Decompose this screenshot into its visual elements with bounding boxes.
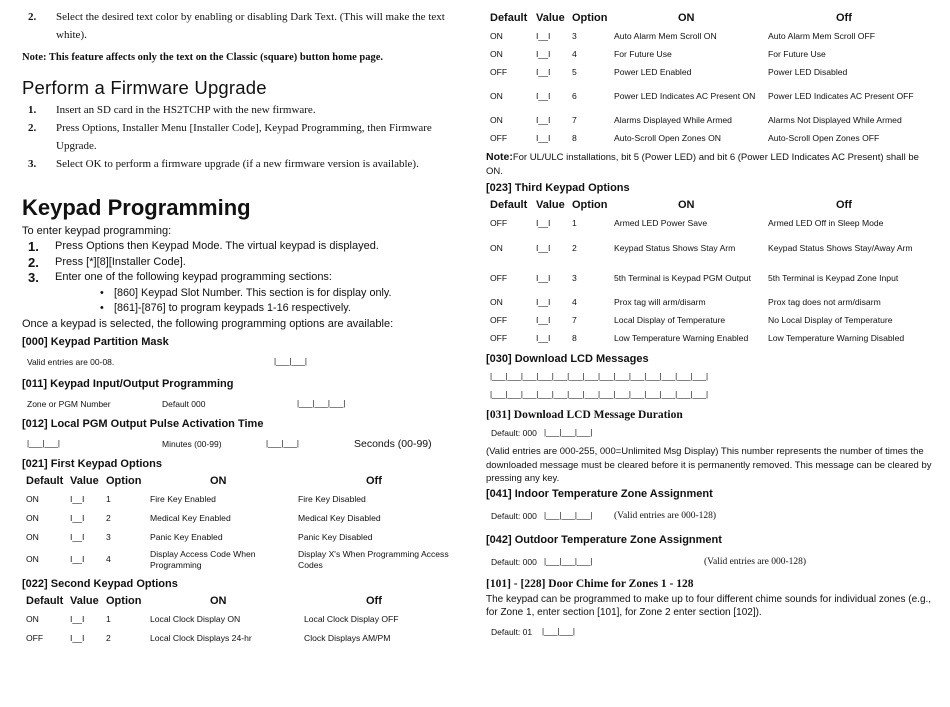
- cell-on: For Future Use: [614, 48, 672, 59]
- section-031-description: (Valid entries are 000-255, 000=Unlimited Msg Display) This number represents the number of times the downloaded message must be cleared before it is permanently removed. This message can be cleared by pressing any key.: [486, 446, 932, 484]
- cell-value: I__I: [536, 48, 551, 59]
- cell-on: Local Clock Displays 24-hr: [150, 632, 252, 643]
- header-default: Default: [490, 199, 528, 211]
- cell-on: Armed LED Power Save: [614, 218, 708, 229]
- entry-blank: |___|___|___|: [297, 398, 346, 408]
- default-label: Default 000: [162, 398, 206, 409]
- table-row: [486, 233, 936, 263]
- section-041-row: [486, 508, 936, 524]
- cell-value: I__I: [70, 531, 85, 542]
- cell-option: 7: [572, 314, 577, 325]
- cell-on: Fire Key Enabled: [150, 493, 216, 504]
- cell-value: I__I: [536, 272, 551, 283]
- cell-default: OFF: [490, 272, 508, 283]
- cell-default: ON: [26, 493, 39, 504]
- cell-default: ON: [26, 554, 39, 565]
- cell-default: ON: [490, 48, 503, 59]
- step-text: Press Options, Installer Menu [Installer Code], Keypad Programming, then Firmware Upgrade.: [56, 122, 432, 152]
- cell-option: 1: [106, 613, 111, 624]
- cell-default: OFF: [490, 218, 508, 229]
- cell-default: OFF: [490, 332, 508, 343]
- note-label: Note:: [486, 151, 513, 163]
- cell-value: I__I: [536, 114, 551, 125]
- default-label: Default: 000: [491, 556, 537, 567]
- bullet-icon: •: [100, 286, 104, 299]
- entry-blank: |___|___|___|: [544, 428, 593, 437]
- header-on: ON: [210, 474, 227, 487]
- step-number: 1.: [28, 104, 37, 116]
- cell-off: Prox tag does not arm/disarm: [768, 296, 881, 307]
- step-text: Select OK to perform a firmware upgrade (if a new firmware version is available).: [56, 158, 419, 170]
- right-column: [486, 0, 936, 640]
- section-041-title: [041] Indoor Temperature Zone Assignment: [486, 487, 713, 500]
- note-text: For UL/ULC installations, bit 5 (Power LED) and bit 6 (Power LED Indicates AC Present) shall be ON.: [486, 152, 919, 177]
- cell-on: Alarms Displayed While Armed: [614, 114, 732, 125]
- first-keypad-options-table: [22, 470, 460, 573]
- table-row: [486, 63, 936, 81]
- table-row: [486, 329, 936, 347]
- table-row: [486, 311, 936, 329]
- bullet-item: [22, 286, 460, 301]
- left-column: [22, 0, 460, 648]
- cell-off: 5th Terminal is Keypad Zone Input: [768, 272, 899, 283]
- section-000-row: [22, 354, 460, 370]
- cell-on: Prox tag will arm/disarm: [614, 296, 706, 307]
- cell-option: 5: [572, 66, 577, 77]
- header-off: Off: [366, 594, 382, 607]
- cell-option: 3: [572, 30, 577, 41]
- cell-off: Display X's When Programming Access Codes: [298, 549, 449, 570]
- cell-on: Auto-Scroll Open Zones ON: [614, 132, 721, 143]
- cell-default: OFF: [490, 314, 508, 325]
- section-012-row: [22, 436, 460, 452]
- cell-off: Alarms Not Displayed While Armed: [768, 114, 902, 125]
- default-label: Default: 000: [491, 428, 537, 438]
- section-011-title: [011] Keypad Input/Output Programming: [22, 377, 234, 390]
- cell-default: OFF: [490, 66, 508, 77]
- keypad-step: [22, 239, 460, 255]
- firmware-step: [22, 101, 460, 119]
- cell-off: Power LED Indicates AC Present OFF: [768, 90, 914, 101]
- table-header-row: [486, 6, 936, 27]
- table-row: [22, 610, 460, 629]
- table-row: [22, 528, 460, 547]
- zone-pgm-label: Zone or PGM Number: [27, 398, 111, 409]
- keypad-step: [22, 270, 460, 286]
- header-default: Default: [26, 474, 64, 487]
- cell-value: I__I: [536, 314, 551, 325]
- step-text: Select the desired text color by enabling or disabling Dark Text. (This will make the text white).: [56, 11, 445, 41]
- header-on: ON: [210, 594, 227, 607]
- header-default: Default: [490, 12, 528, 24]
- cell-option: 4: [572, 48, 577, 59]
- cell-value: I__I: [536, 296, 551, 307]
- keypad-intro: To enter keypad programming:: [22, 225, 172, 237]
- cell-on: Panic Key Enabled: [150, 531, 223, 542]
- cell-off: Power LED Disabled: [768, 66, 848, 77]
- section-021-title: [021] First Keypad Options: [22, 457, 162, 470]
- cell-on: Medical Key Enabled: [150, 512, 231, 523]
- section-101-title: [101] - [228] Door Chime for Zones 1 - 128: [486, 577, 694, 590]
- cell-option: 4: [106, 554, 111, 565]
- cell-default: ON: [490, 242, 503, 253]
- default-label: Default: 000: [491, 510, 537, 521]
- table-row: [22, 629, 460, 648]
- firmware-steps: [22, 101, 460, 173]
- header-off: Off: [836, 12, 852, 24]
- third-keypad-options-table: [486, 194, 936, 347]
- section-000-title: [000] Keypad Partition Mask: [22, 335, 169, 348]
- table-row: [486, 263, 936, 293]
- cell-option: 1: [106, 493, 111, 504]
- header-default: Default: [26, 594, 64, 607]
- keypad-step: [22, 255, 460, 271]
- keypad-steps: [22, 239, 460, 316]
- section-101-row: [486, 624, 936, 640]
- table-header-row: [486, 194, 936, 214]
- cell-off: For Future Use: [768, 48, 826, 59]
- seconds-blank: |___|___|: [266, 438, 299, 448]
- header-on: ON: [678, 199, 695, 211]
- cell-default: OFF: [490, 132, 508, 143]
- cell-value: I__I: [536, 132, 551, 143]
- step-number: 2.: [28, 254, 39, 270]
- cell-default: ON: [490, 296, 503, 307]
- bullet-text: [860] Keypad Slot Number. This section is for display only.: [114, 286, 392, 299]
- entry-blank: |___|___|___|: [544, 510, 593, 520]
- cell-on: Power LED Indicates AC Present ON: [614, 90, 756, 101]
- step-number: 2.: [28, 122, 37, 134]
- entry-blank: |___|___|: [274, 356, 307, 366]
- section-031-row: [486, 425, 936, 441]
- entry-blank: |___|___|___|: [544, 556, 593, 566]
- step-number: 2.: [28, 11, 37, 23]
- cell-on: Keypad Status Shows Stay Arm: [614, 242, 736, 253]
- header-option: Option: [106, 594, 142, 607]
- header-option: Option: [572, 199, 608, 211]
- section-031-title: [031] Download LCD Message Duration: [486, 409, 683, 421]
- cell-option: 4: [572, 296, 577, 307]
- table-row: [486, 214, 936, 233]
- default-label: Default: 01: [491, 626, 533, 637]
- keypad-after-text: Once a keypad is selected, the following programming options are available:: [22, 317, 394, 330]
- table-row: [486, 81, 936, 111]
- cell-value: I__I: [536, 332, 551, 343]
- header-on: ON: [678, 12, 695, 24]
- ul-ulc-note: [486, 151, 936, 178]
- section-022-title: [022] Second Keypad Options: [22, 577, 178, 590]
- cell-off: Auto Alarm Mem Scroll OFF: [768, 30, 875, 41]
- keypad-programming-heading: Keypad Programming: [22, 195, 251, 220]
- cell-option: 8: [572, 332, 577, 343]
- first-keypad-options-continued-table: [486, 6, 936, 147]
- step-text: Press [*][8][Installer Code].: [55, 255, 186, 268]
- valid-entries-text: (Valid entries are 000-128): [614, 510, 717, 521]
- cell-value: I__I: [536, 242, 551, 253]
- text-color-step: [22, 8, 460, 44]
- cell-off: Clock Displays AM/PM: [304, 632, 391, 643]
- header-value: Value: [70, 474, 99, 487]
- cell-value: I__I: [536, 66, 551, 77]
- firmware-step: [22, 155, 460, 173]
- cell-option: 7: [572, 114, 577, 125]
- step-number: 3.: [28, 158, 37, 170]
- valid-entries-text: (Valid entries are 000-128): [704, 556, 807, 567]
- lcd-message-line-2: |___|___|___|___|___|___|___|___|___|___|___|___|___|___|: [490, 390, 709, 399]
- header-option: Option: [106, 474, 142, 487]
- step-number: 3.: [28, 270, 39, 285]
- seconds-label: Seconds (00-99): [354, 437, 432, 450]
- firmware-upgrade-heading: Perform a Firmware Upgrade: [22, 77, 267, 98]
- minutes-blank: |___|___|: [27, 438, 60, 448]
- table-row: [486, 111, 936, 129]
- cell-off: Keypad Status Shows Stay/Away Arm: [768, 242, 913, 253]
- cell-on: Local Display of Temperature: [614, 314, 726, 325]
- cell-value: I__I: [70, 632, 85, 643]
- cell-off: Armed LED Off in Sleep Mode: [768, 218, 884, 229]
- cell-off: Panic Key Disabled: [298, 531, 373, 542]
- cell-value: I__I: [70, 493, 85, 504]
- cell-default: ON: [490, 90, 503, 101]
- cell-value: I__I: [536, 90, 551, 101]
- home-page-note: Note: This feature affects only the text on the Classic (square) button home page.: [22, 52, 384, 63]
- header-value: Value: [536, 12, 565, 24]
- cell-value: I__I: [536, 30, 551, 41]
- cell-off: Local Clock Display OFF: [304, 613, 399, 624]
- cell-on: Display Access Code When Programming: [150, 549, 256, 570]
- table-row: [22, 490, 460, 509]
- cell-option: 2: [572, 242, 577, 253]
- table-header-row: [22, 590, 460, 610]
- cell-off: Fire Key Disabled: [298, 493, 366, 504]
- entry-blank: |___|___|: [542, 626, 575, 636]
- cell-on: Auto Alarm Mem Scroll ON: [614, 30, 717, 41]
- section-012-title: [012] Local PGM Output Pulse Activation Time: [22, 417, 264, 430]
- cell-on: 5th Terminal is Keypad PGM Output: [614, 272, 751, 283]
- bullet-item: [22, 301, 460, 316]
- table-header-row: [22, 470, 460, 490]
- section-023-title: [023] Third Keypad Options: [486, 182, 630, 194]
- table-row: [486, 129, 936, 147]
- header-off: Off: [366, 474, 382, 487]
- cell-option: 6: [572, 90, 577, 101]
- lcd-message-line-1: |___|___|___|___|___|___|___|___|___|___|___|___|___|___|: [490, 372, 709, 381]
- cell-default: ON: [26, 512, 39, 523]
- cell-value: I__I: [536, 218, 551, 229]
- cell-value: I__I: [70, 512, 85, 523]
- minutes-label: Minutes (00-99): [162, 438, 222, 449]
- step-text: Enter one of the following keypad programming sections:: [55, 271, 332, 283]
- step-text: Insert an SD card in the HS2TCHP with the new firmware.: [56, 104, 316, 116]
- bullet-text: [861]-[876] to program keypads 1-16 respectively.: [114, 301, 351, 314]
- table-row: [486, 27, 936, 45]
- cell-on: Local Clock Display ON: [150, 613, 241, 624]
- section-042-title: [042] Outdoor Temperature Zone Assignment: [486, 533, 722, 546]
- cell-option: 1: [572, 218, 577, 229]
- section-030-title: [030] Download LCD Messages: [486, 353, 649, 365]
- cell-default: ON: [26, 613, 39, 624]
- section-011-row: [22, 396, 460, 412]
- second-keypad-options-table: [22, 590, 460, 648]
- table-row: [486, 293, 936, 311]
- cell-option: 2: [106, 632, 111, 643]
- cell-off: No Local Display of Temperature: [768, 314, 893, 325]
- step-number: 1.: [28, 239, 39, 254]
- cell-default: ON: [490, 114, 503, 125]
- header-option: Option: [572, 12, 608, 24]
- table-row: [486, 45, 936, 63]
- cell-default: ON: [490, 30, 503, 41]
- cell-off: Low Temperature Warning Disabled: [768, 332, 905, 343]
- section-101-description: The keypad can be programmed to make up to four different chime sounds for individual zones (e.g., for Zone 1, enter section [101], for Zone 2 enter section [102]).: [486, 593, 932, 618]
- cell-value: I__I: [70, 554, 85, 565]
- cell-option: 3: [106, 531, 111, 542]
- cell-value: I__I: [70, 613, 85, 624]
- section-042-row: [486, 554, 936, 570]
- cell-on: Power LED Enabled: [614, 66, 692, 77]
- cell-off: Auto-Scroll Open Zones OFF: [768, 132, 880, 143]
- header-off: Off: [836, 199, 852, 211]
- table-row: [22, 509, 460, 528]
- cell-option: 3: [572, 272, 577, 283]
- header-value: Value: [536, 199, 565, 211]
- cell-off: Medical Key Disabled: [298, 512, 381, 523]
- table-row: [22, 547, 460, 573]
- valid-entries-text: Valid entries are 00-08.: [27, 356, 115, 367]
- cell-default: ON: [26, 531, 39, 542]
- cell-option: 2: [106, 512, 111, 523]
- cell-option: 8: [572, 132, 577, 143]
- step-text: Press Options then Keypad Mode. The virtual keypad is displayed.: [55, 240, 379, 252]
- header-value: Value: [70, 594, 99, 607]
- cell-default: OFF: [26, 632, 44, 643]
- cell-on: Low Temperature Warning Enabled: [614, 332, 749, 343]
- bullet-icon: •: [100, 301, 104, 314]
- firmware-step: [22, 119, 460, 155]
